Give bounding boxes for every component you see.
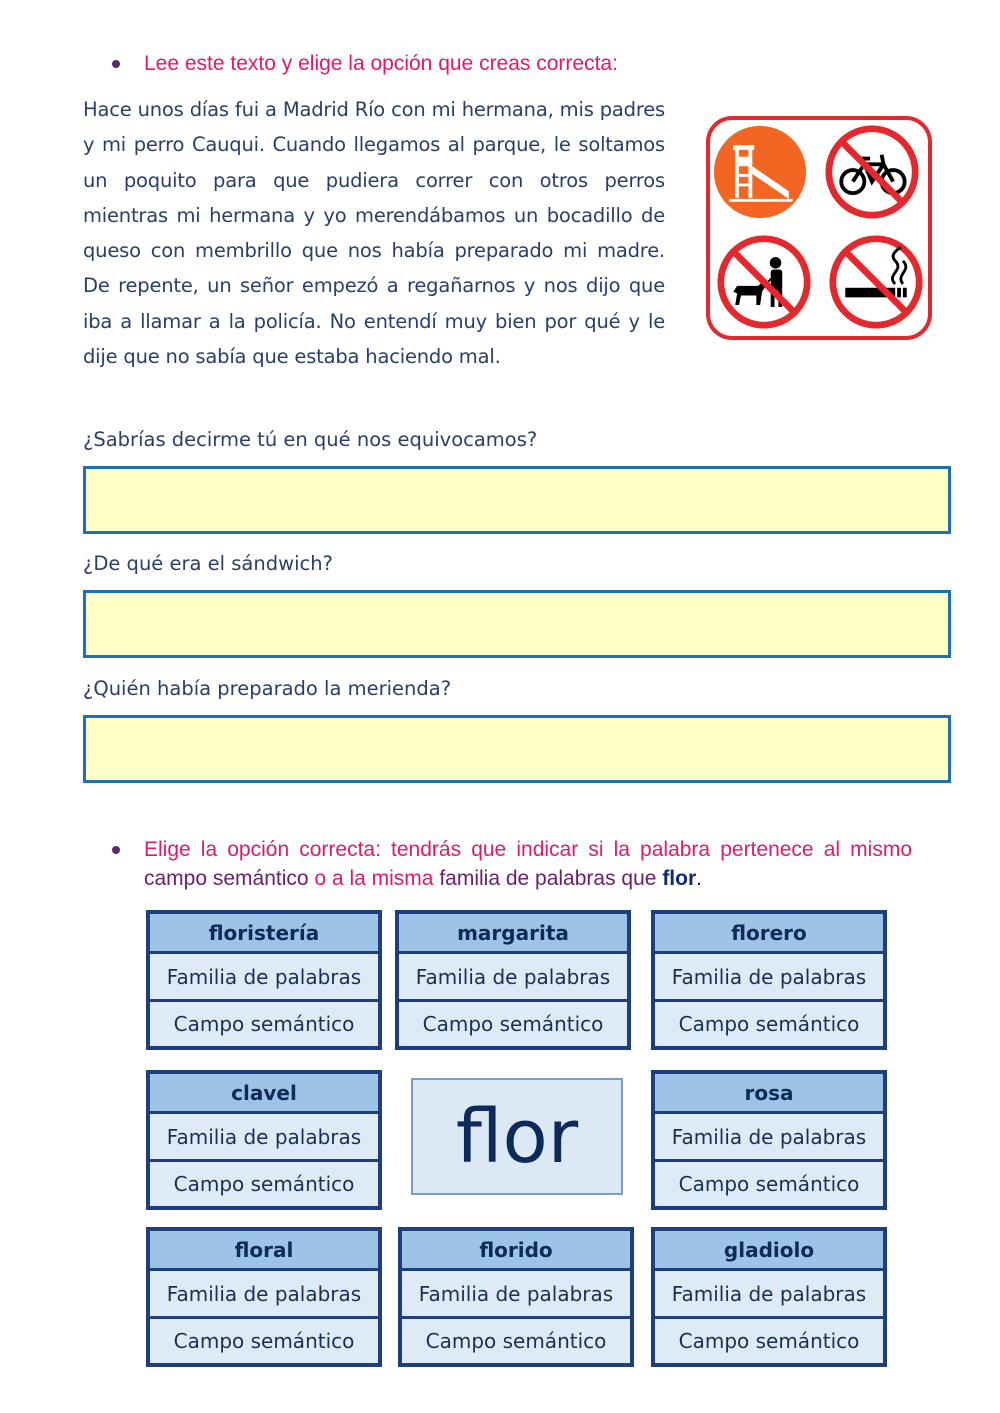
instruction-2-flor: flor xyxy=(662,867,697,890)
word-card-florido xyxy=(398,1227,634,1367)
word-card-margarita xyxy=(395,910,631,1050)
option-field-button[interactable]: Campo semántico xyxy=(655,1319,883,1363)
option-field-button[interactable]: Campo semántico xyxy=(399,1002,627,1046)
instruction-2 xyxy=(112,835,912,893)
instruction-2-family: familia de palabras xyxy=(439,867,616,890)
word-card-floristeria xyxy=(146,910,382,1050)
instruction-2-field: campo semántico xyxy=(144,867,309,890)
instruction-1 xyxy=(112,49,712,78)
card-word: rosa xyxy=(655,1074,883,1111)
word-card-clavel xyxy=(146,1070,382,1210)
instruction-2-period: . xyxy=(696,867,702,890)
option-family-button[interactable]: Familia de palabras xyxy=(655,954,883,999)
word-card-floral xyxy=(146,1227,382,1367)
card-word: margarita xyxy=(399,914,627,951)
option-field-button[interactable]: Campo semántico xyxy=(655,1162,883,1206)
option-family-button[interactable]: Familia de palabras xyxy=(402,1271,630,1316)
option-family-button[interactable]: Familia de palabras xyxy=(150,954,378,999)
card-word: floristería xyxy=(150,914,378,951)
bullet-icon xyxy=(112,60,120,68)
option-family-button[interactable]: Familia de palabras xyxy=(655,1114,883,1159)
word-card-florero xyxy=(651,910,887,1050)
question-3: ¿Quién había preparado la merienda? xyxy=(83,677,452,700)
story-text: Hace unos días fui a Madrid Río con mi hermana, mis padres y mi perro Cauqui. Cuando llegamos al parque, le soltamos un poquito para que pudiera correr con otros perros mientras mi hermana y yo merendábamos un bocadillo de queso con membrillo que nos había preparado mi madre. De repente, un señor empezó a regañarnos y nos dijo que iba a llamar a la policía. No entendí muy bien por qué y le dije que no sabía que estaba haciendo mal. xyxy=(83,98,665,369)
instruction-1-text: Lee este texto y elige la opción que creas correcta: xyxy=(144,52,618,75)
option-field-button[interactable]: Campo semántico xyxy=(150,1319,378,1363)
card-word: florero xyxy=(655,914,883,951)
word-card-gladiolo xyxy=(651,1227,887,1367)
card-word: florido xyxy=(402,1231,630,1268)
option-field-button[interactable]: Campo semántico xyxy=(402,1319,630,1363)
card-word: gladiolo xyxy=(655,1231,883,1268)
instruction-2-que: que xyxy=(621,867,657,890)
playground-icon xyxy=(712,124,808,220)
instruction-2-text xyxy=(144,835,912,893)
option-family-button[interactable]: Familia de palabras xyxy=(150,1114,378,1159)
option-field-button[interactable]: Campo semántico xyxy=(150,1162,378,1206)
park-signs-panel xyxy=(706,116,932,340)
instruction-2-part1: Elige la opción correcta: tendrás que indicar si la palabra pertenece al mismo xyxy=(144,838,912,861)
no-smoking-icon xyxy=(828,234,924,330)
bullet-icon xyxy=(112,846,120,854)
answer-input-1[interactable] xyxy=(83,466,951,534)
option-family-button[interactable]: Familia de palabras xyxy=(399,954,627,999)
option-field-button[interactable]: Campo semántico xyxy=(655,1002,883,1046)
option-family-button[interactable]: Familia de palabras xyxy=(655,1271,883,1316)
instruction-2-part3: o a la misma xyxy=(314,867,434,890)
no-bicycles-icon xyxy=(824,124,920,220)
no-dogs-icon xyxy=(716,234,812,330)
card-word: clavel xyxy=(150,1074,378,1111)
option-family-button[interactable]: Familia de palabras xyxy=(150,1271,378,1316)
question-1: ¿Sabrías decirme tú en qué nos equivocamos? xyxy=(83,428,538,451)
answer-input-2[interactable] xyxy=(83,590,951,658)
answer-input-3[interactable] xyxy=(83,715,951,783)
center-word: flor xyxy=(411,1078,623,1195)
word-card-rosa xyxy=(651,1070,887,1210)
option-field-button[interactable]: Campo semántico xyxy=(150,1002,378,1046)
card-word: floral xyxy=(150,1231,378,1268)
question-2: ¿De qué era el sándwich? xyxy=(83,552,333,575)
